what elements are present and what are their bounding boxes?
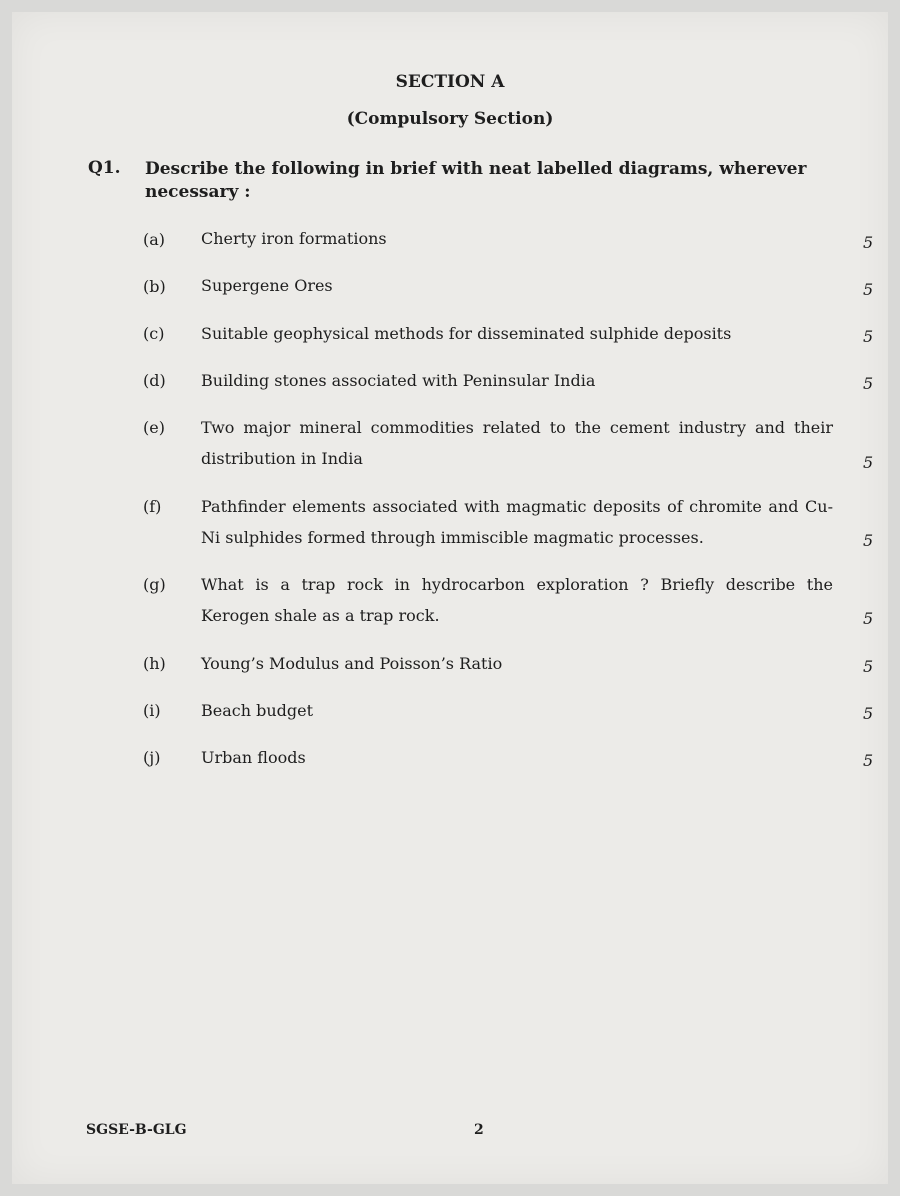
paper-code: SGSE-B-GLG bbox=[86, 1122, 187, 1138]
item-text-d: Building stones associated with Peninsular India bbox=[201, 371, 596, 390]
item-label-b: (b) bbox=[143, 277, 166, 296]
item-label-j: (j) bbox=[143, 748, 161, 767]
item-text-e: Two major mineral commodities related to the cement industry and their distribution in India bbox=[201, 418, 833, 468]
item-text-c: Suitable geophysical methods for disseminated sulphide deposits bbox=[201, 324, 732, 343]
item-marks-h: 5 bbox=[863, 657, 874, 676]
item-text-f: Pathfinder elements associated with magmatic deposits of chromite and Cu-Ni sulphides formed through immiscible magmatic processes. bbox=[201, 497, 833, 547]
item-marks-g: 5 bbox=[863, 609, 874, 628]
item-marks-a: 5 bbox=[863, 233, 874, 252]
item-text-j: Urban floods bbox=[201, 748, 306, 767]
page-number: 2 bbox=[474, 1122, 484, 1138]
item-text-i: Beach budget bbox=[201, 701, 314, 720]
item-marks-i: 5 bbox=[863, 704, 874, 723]
item-marks-d: 5 bbox=[863, 374, 874, 393]
item-text-a: Cherty iron formations bbox=[201, 229, 387, 248]
item-label-a: (a) bbox=[143, 230, 166, 249]
item-marks-j: 5 bbox=[863, 751, 874, 770]
section-title: SECTION A bbox=[395, 72, 505, 92]
item-label-e: (e) bbox=[143, 418, 165, 437]
item-marks-c: 5 bbox=[863, 327, 874, 346]
question-text: Describe the following in brief with neat labelled diagrams, wherever necessary : bbox=[145, 159, 807, 202]
section-subtitle: (Compulsory Section) bbox=[346, 109, 554, 129]
item-text-g: What is a trap rock in hydrocarbon exploration ? Briefly describe the Kerogen shale as a trap rock. bbox=[201, 575, 833, 625]
item-marks-e: 5 bbox=[863, 453, 874, 472]
item-label-i: (i) bbox=[143, 701, 161, 720]
item-label-h: (h) bbox=[143, 654, 166, 673]
item-text-b: Supergene Ores bbox=[201, 276, 333, 295]
item-marks-f: 5 bbox=[863, 531, 874, 550]
item-text-h: Young’s Modulus and Poisson’s Ratio bbox=[201, 654, 503, 673]
item-marks-b: 5 bbox=[863, 280, 874, 299]
question-number: Q1. bbox=[88, 158, 121, 178]
item-label-c: (c) bbox=[143, 324, 165, 343]
item-label-g: (g) bbox=[143, 575, 166, 594]
item-label-d: (d) bbox=[143, 371, 166, 390]
item-label-f: (f) bbox=[143, 497, 162, 516]
exam-page bbox=[12, 12, 888, 1184]
